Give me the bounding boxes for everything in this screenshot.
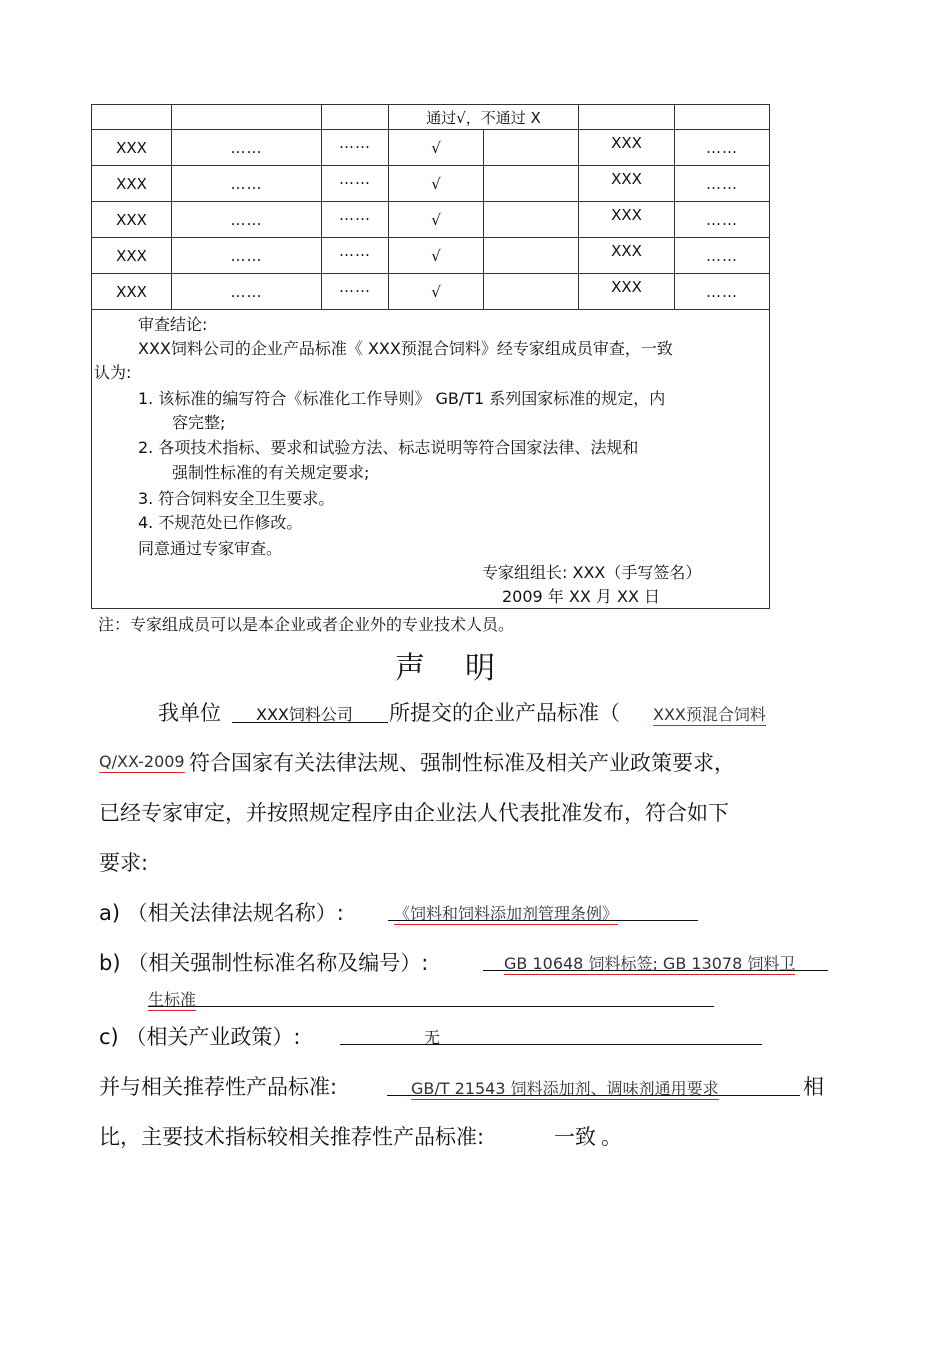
pass-mark: √	[389, 166, 484, 202]
mandatory-standard-value-cont: 生标准	[148, 990, 197, 1009]
conclusion-item-1: 1. 该标准的编写符合《标准化工作导则》 GB/T1 系列国家标准的规定，内	[138, 389, 666, 408]
comparison-text: 比，主要技术指标较相关推荐性产品标准:	[99, 1125, 485, 1149]
table-row: XXX …… …… √ XXX ……	[92, 130, 770, 166]
review-conclusion	[92, 310, 769, 608]
declaration-text-4: 要求:	[99, 851, 149, 875]
recommended-standard-value: GB/T 21543 饲料添加剂、调味剂通用要求	[411, 1079, 719, 1098]
recommended-standard-tail: 相	[803, 1075, 824, 1099]
pass-mark: √	[389, 238, 484, 274]
conclusion-item-2-cont: 强制性标准的有关规定要求;	[172, 463, 370, 482]
conclusion-intro-cont: 认为:	[94, 363, 132, 382]
table-header-row	[92, 105, 770, 130]
table-row: XXX …… …… √ XXX ……	[92, 238, 770, 274]
conclusion-item-4: 4. 不规范处已作修改。	[138, 513, 303, 532]
industry-policy-label: c) （相关产业政策）:	[99, 1025, 301, 1049]
industry-policy-underline	[340, 1044, 762, 1045]
declaration-text-1a: 我单位	[158, 701, 221, 725]
conclusion-date: 2009 年 XX 月 XX 日	[502, 587, 660, 606]
conclusion-agree: 同意通过专家审查。	[138, 539, 283, 558]
pass-mark: √	[389, 274, 484, 310]
pass-mark: √	[389, 202, 484, 238]
comparison-result: 一致	[554, 1125, 596, 1149]
product-name: XXX预混合饲料	[653, 705, 766, 724]
conclusion-intro: XXX饲料公司的企业产品标准《 XXX预混合饲料》经专家组成员审查，一致	[138, 339, 673, 358]
law-label: a) （相关法律法规名称）:	[99, 901, 344, 925]
company-name: XXX饲料公司	[256, 705, 353, 724]
standard-code: Q/XX-2009	[99, 752, 185, 771]
conclusion-heading: 审查结论:	[138, 315, 208, 334]
pass-mark: √	[389, 130, 484, 166]
declaration-text-3: 已经专家审定，并按照规定程序由企业法人代表批准发布，符合如下	[99, 801, 729, 825]
conclusion-item-1-cont: 容完整;	[172, 413, 226, 432]
table-note: 注：专家组成员可以是本企业或者企业外的专业技术人员。	[98, 615, 515, 634]
expert-leader-signature: 专家组组长: XXX（手写签名）	[482, 563, 702, 582]
result-header: 通过√，不通过 X	[389, 105, 579, 130]
conclusion-item-3: 3. 符合饲料安全卫生要求。	[138, 489, 335, 508]
mandatory-standard-value: GB 10648 饲料标签; GB 13078 饲料卫	[504, 954, 796, 973]
conclusion-row	[92, 310, 770, 609]
industry-policy-value: 无	[424, 1028, 441, 1047]
declaration-text-2: 符合国家有关法律法规、强制性标准及相关产业政策要求，	[189, 751, 735, 775]
conclusion-item-2: 2. 各项技术指标、要求和试验方法、标志说明等符合国家法律、法规和	[138, 438, 639, 457]
law-name: 《饲料和饲料添加剂管理条例》	[394, 904, 619, 923]
table-row: XXX …… …… √ XXX ……	[92, 274, 770, 310]
declaration-text-1b: 所提交的企业产品标准（	[389, 701, 620, 725]
recommended-standard-label: 并与相关推荐性产品标准:	[99, 1075, 338, 1099]
mandatory-standard-underline-2	[148, 1006, 714, 1007]
table-row: XXX …… …… √ XXX ……	[92, 166, 770, 202]
comparison-end: 。	[601, 1125, 622, 1149]
mandatory-standard-label: b) （相关强制性标准名称及编号）:	[99, 951, 429, 975]
review-table	[91, 104, 770, 609]
table-row: XXX …… …… √ XXX ……	[92, 202, 770, 238]
page-title: 声明	[395, 651, 535, 686]
